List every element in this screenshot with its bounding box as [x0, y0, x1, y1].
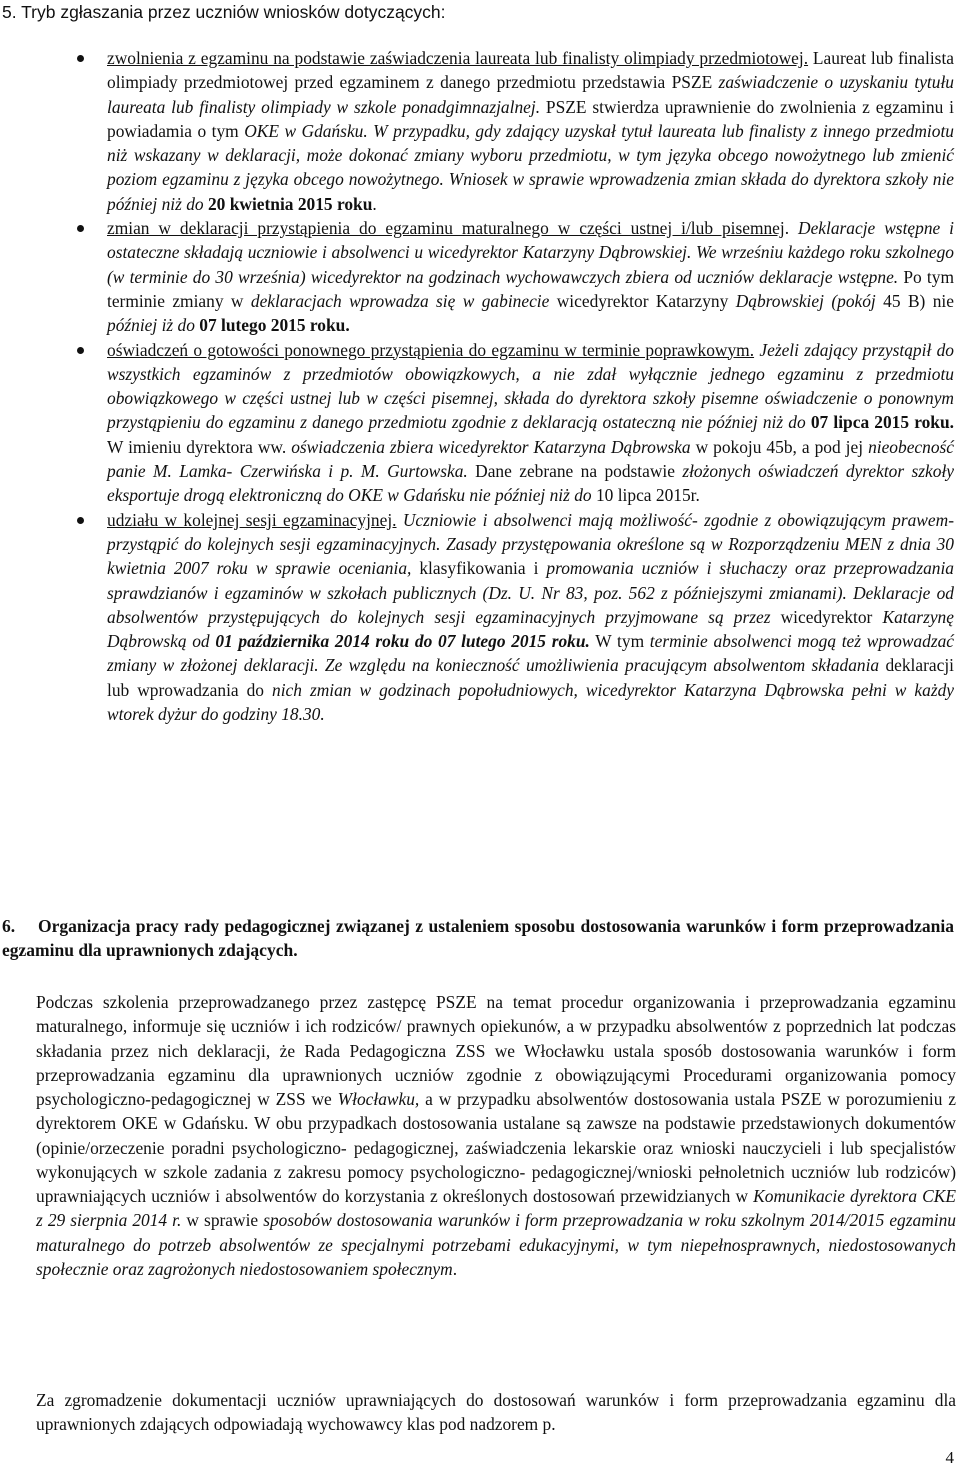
bullet-text: nich zmian w godzinach popołudniowych, wicedyrektor Katarzyna Dąbrowska pełni w każdy wtorek dyżur do godziny 18.30.: [107, 679, 955, 725]
bullet-date: 01 października 2014 roku do 07 lutego 2015 roku.: [215, 631, 590, 652]
page-number: 4: [945, 1448, 954, 1467]
section-6-paragraph: [36, 990, 956, 1281]
section-5-heading: 5. Tryb zgłaszania przez uczniów wniosków dotyczących:: [2, 2, 446, 22]
bullet-text: później iż do: [107, 315, 195, 336]
bullet-text: nieobecność panie M. Lamka- Czerwińska i p. M. Gurtowska.: [107, 436, 955, 482]
bullet-date: 07 lutego 2015 roku.: [194, 315, 350, 336]
bullet-lead: zwolnienia z egzaminu na podstawie zaświadczenia laureata lub finalisty olimpiady przedmiotowej.: [107, 48, 809, 68]
bullet-date: 07 lipca 2015 roku.: [805, 412, 954, 433]
bullet-text: deklaracjach wprowadza się w gabinecie: [250, 290, 550, 311]
list-item: [0, 216, 960, 337]
bullet-text: 10 lipca 2015r.: [591, 485, 700, 506]
bullet-lead: udziału w kolejnej sesji egzaminacyjnej.: [107, 509, 397, 530]
list-item: [0, 508, 960, 727]
bullet-text: deklaracji lub wprowadzania do: [107, 655, 954, 700]
paragraph-text: a w przypadku absolwentów dostosowania ustala PSZE w porozumieniu z dyrektorem OKE w Gdańsku. W obu przypadkach dostosowania ustalane są zawsze na podstawie przedstawionych dokumentów (opinie/orzeczenie poradni psychologiczno- pedagogicznej, zaświadczenia lekarskie oraz wnioski nauczycieli i lub specjalistów wykonujących w szkole zadania z zakresu pomocy psychologiczno- pedagogicznej/wnioski pełnoletnich uczniów lub rodziców) uprawniających uczniów i absolwentów do korzystania z określonych dostosowań przewidzianych w: [36, 1089, 956, 1206]
bullet-icon: [77, 55, 84, 62]
bullet-text: zaświadczenie o uzyskaniu tytułu laureata lub finalisty olimpiady w szkole ponadgimnazjalnej.: [107, 72, 954, 117]
bullet-text: wicedyrektor Katarzyny: [549, 290, 736, 311]
paragraph-text: w sprawie: [181, 1210, 264, 1231]
bullet-text: Uczniowie i absolwenci mają możliwość- zgodnie z obowiązującym prawem- przystąpić do kolejnych sesji egzaminacyjnych. Zasady przystępowania określone są w Rozporządzeniu MEN z dnia 30 kwietnia 2007 roku w sprawie oceniania,: [107, 509, 954, 579]
bullet-text: W tym: [589, 631, 650, 652]
bullet-date: 20 kwietnia 2015 roku: [207, 193, 373, 214]
bullet-text: OKE w Gdańsku. W przypadku, gdy zdający uzyskał tytuł laureata lub finalisty z innego przedmiotu niż wskazany w deklaracji, może dokonać zmiany wyboru przedmiotu, w tym języka obcego nowożytnego lub zmienić poziom egzaminu z języka obcego nowożytnego. Wniosek w sprawie wprowadzenia zmian składa do dyrektora szkoły nie później niż do: [107, 120, 954, 214]
paragraph-text: Włocławku,: [337, 1089, 420, 1109]
bullet-text: Deklaracje wstępne i ostateczne składają uczniowie i absolwenci u wicedyrektor Katarzyny Dąbrowskiej. We wrześniu każdego roku szkolnego (w terminie do 30 września) wicedyrektor na godzinach wychowawczych zbiera od uczniów deklaracje wstępne.: [107, 218, 954, 287]
bullet-text: promowania uczniów i słuchaczy oraz przeprowadzania sprawdzianów i egzaminów w szkołach publicznych (Dz. U. Nr 83, poz. 562 z późniejszymi zmianami). Deklaracje od absolwentów przystępujących do kolejnych sesji egzaminacyjnych przyjmowane są przez: [107, 558, 955, 627]
section-6-closing-paragraph: Za zgromadzenie dokumentacji uczniów uprawniających do dostosowań warunków i form przeprowadzania egzaminu dla uprawnionych zdających odpowiadają wychowawcy klas pod nadzorem p.: [36, 1390, 956, 1435]
bullet-text: terminie absolwenci mogą też wprowadzać zmiany w złożonej deklaracji. Ze względu na konieczność umożliwienia pracującym absolwentom składania: [107, 631, 955, 676]
paragraph-text: niepełnosprawnych, niedostosowanych społecznie oraz zagrożonych niedostosowaniem społecznym: [36, 1234, 956, 1279]
bullet-text: złożonych oświadczeń dyrektor szkoły eksportuje drogą elektroniczną do OKE w Gdańsku nie później niż do: [107, 461, 954, 506]
bullet-text: oświadczenia zbiera wicedyrektor Katarzyna Dąbrowska: [291, 436, 691, 457]
bullet-text: wicedyrektor: [770, 606, 883, 627]
bullet-text: W imieniu dyrektora ww.: [107, 436, 292, 457]
bullet-text: klasyfikowania i: [411, 558, 547, 579]
section-6-number: 6.: [2, 916, 16, 936]
bullet-text: Dane zebrane na podstawie: [467, 461, 683, 482]
paragraph-text: sposobów dostosowania warunków i form przeprowadzania w roku szkolnym 2014/2015 egzaminu maturalnego do potrzeb absolwentów ze specjalnymi potrzebami edukacyjnymi, w tym: [36, 1210, 956, 1255]
list-item: [0, 338, 960, 508]
section-6-title: Organizacja pracy rady pedagogicznej związanej z ustaleniem sposobu dostosowania warunków i form przeprowadzania egzaminu dla uprawnionych zdających.: [2, 916, 954, 960]
section-5-list: [0, 46, 960, 726]
bullet-text: Katarzynę Dąbrowską od: [107, 606, 954, 652]
bullet-icon: [77, 517, 84, 524]
list-item: [0, 46, 960, 216]
bullet-text: Po tym terminie zmiany w: [107, 266, 954, 311]
bullet-lead: zmian w deklaracji przystąpienia do egzaminu maturalnego w części ustnej i/lub pisemnej: [107, 218, 785, 239]
bullet-icon: [77, 347, 84, 354]
bullet-text: .: [784, 218, 799, 239]
bullet-text: 45 B) nie: [875, 290, 954, 311]
bullet-text: w pokoju 45b, a pod jej: [690, 436, 869, 457]
bullet-lead: oświadczeń o gotowości ponownego przystąpienia do egzaminu w terminie poprawkowym.: [107, 339, 755, 360]
paragraph-text: .: [452, 1258, 458, 1279]
bullet-text: Dąbrowskiej (pokój: [735, 290, 876, 311]
bullet-text: .: [372, 193, 377, 214]
bullet-text: Laureat lub finalista olimpiady przedmiotowej przed egzaminem z danego przedmiotu przedstawia PSZE: [107, 48, 955, 93]
paragraph-text: Komunikacie dyrektora CKE z 29 sierpnia 2014 r.: [36, 1186, 956, 1231]
bullet-text: PSZE stwierdza uprawnienie do zwolnienia z egzaminu i powiadamia o tym: [107, 96, 954, 141]
bullet-icon: [77, 225, 84, 232]
section-6-heading: [2, 914, 954, 962]
paragraph-text: Podczas szkolenia przeprowadzanego przez zastępcę PSZE na temat procedur organizowania i przeprowadzania egzaminu maturalnego, informuje się uczniów i ich rodziców/ prawnych opiekunów, a w przypadku absolwentów z poprzednich lat podczas składania przez nich deklaracji, że Rada Pedagogiczna ZSS we Włocławku ustala sposób dostosowania warunków i form przeprowadzania egzaminu dla uprawnionych uczniów zgodnie z obowiązującymi Procedurami organizowania pomocy psychologiczno-pedagogicznej w ZSS we: [36, 992, 956, 1109]
bullet-text: Jeżeli zdający przystąpił do wszystkich egzaminów z przedmiotów obowiązkowych, a nie zdał wyłącznie jednego egzaminu z przedmiotu obowiązkowego w części ustnej lub w części pisemnej, składa do dyrektora szkoły pisemne oświadczenie o ponownym przystąpieniu do egzaminu z danego przedmiotu zgodnie z deklaracją ostateczną nie później niż do: [107, 339, 954, 433]
